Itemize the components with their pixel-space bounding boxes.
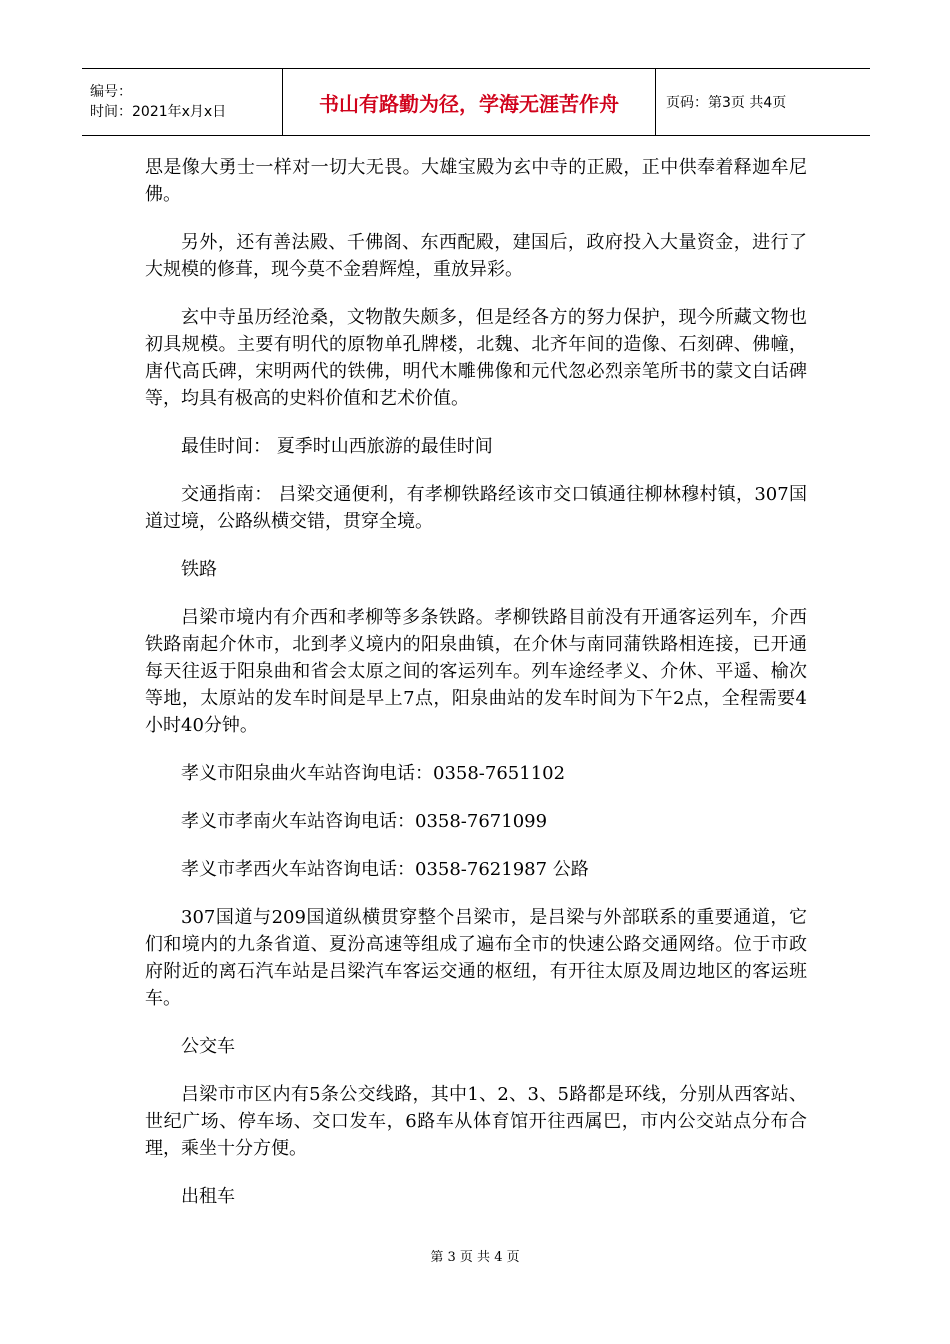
header-motto: 书山有路勤为径，学海无涯苦作舟: [282, 69, 656, 135]
phone-line: 孝义市阳泉曲火车站咨询电话：0358-7651102: [181, 763, 566, 784]
document-body: [145, 154, 807, 1231]
header-meta: [82, 69, 282, 135]
page-footer: 第 3 页 共 4 页: [430, 1250, 520, 1265]
section-heading-railway: 铁路: [181, 559, 217, 580]
header-page-number: 页码：第3页 共4页: [666, 95, 787, 111]
paragraph: 思是像大勇士一样对一切大无畏。大雄宝殿为玄中寺的正殿，正中供奉着释迦牟尼佛。: [145, 157, 807, 205]
paragraph: 吕梁市市区内有5条公交线路，其中1、2、3、5路都是环线，分别从西客站、世纪广场、停车场、交口发车，6路车从体育馆开往西属巴，市内公交站点分布合理，乘坐十分方便。: [145, 1084, 807, 1159]
paragraph: 玄中寺虽历经沧桑，文物散失颇多，但是经各方的努力保护，现今所藏文物也初具规模。主要有明代的原物单孔牌楼，北魏、北齐年间的造像、石刻碑、佛幢，唐代高氏碑，宋明两代的铁佛，明代木雕佛像和元代忽必烈亲笔所书的蒙文白话碑等，均具有极高的史料价值和艺术价值。: [145, 307, 807, 409]
phone-line: 孝义市孝西火车站咨询电话：0358-7621987 公路: [181, 859, 589, 880]
paragraph: 吕梁市境内有介西和孝柳等多条铁路。孝柳铁路目前没有开通客运列车，介西铁路南起介休市，北到孝义境内的阳泉曲镇，在介休与南同蒲铁路相连接，已开通每天往返于阳泉曲和省会太原之间的客运列车。列车途经孝义、介休、平遥、榆次等地，太原站的发车时间是早上7点，阳泉曲站的发车时间为下午2点，全程需要4小时40分钟。: [145, 607, 807, 736]
section-heading-taxi: 出租车: [181, 1186, 235, 1207]
paragraph: 另外，还有善法殿、千佛阁、东西配殿，建国后，政府投入大量资金，进行了大规模的修葺，现今莫不金碧辉煌，重放异彩。: [145, 232, 807, 280]
number-label: 编号：: [90, 84, 132, 100]
paragraph: 交通指南： 吕梁交通便利，有孝柳铁路经该市交口镇通往柳林穆村镇，307国道过境，公路纵横交错，贯穿全境。: [145, 484, 807, 532]
paragraph: 最佳时间： 夏季时山西旅游的最佳时间: [181, 436, 493, 457]
phone-line: 孝义市孝南火车站咨询电话：0358-7671099: [181, 811, 548, 832]
time-label: 时间：2021年x月x日: [90, 104, 227, 120]
paragraph: 307国道与209国道纵横贯穿整个吕梁市，是吕梁与外部联系的重要通道，它们和境内的九条省道、夏汾高速等组成了遍布全市的快速公路交通网络。位于市政府附近的离石汽车站是吕梁汽车客运交通的枢纽，有开往太原及周边地区的客运班车。: [145, 907, 807, 1009]
page-header: [82, 68, 870, 136]
section-heading-bus: 公交车: [181, 1036, 235, 1057]
